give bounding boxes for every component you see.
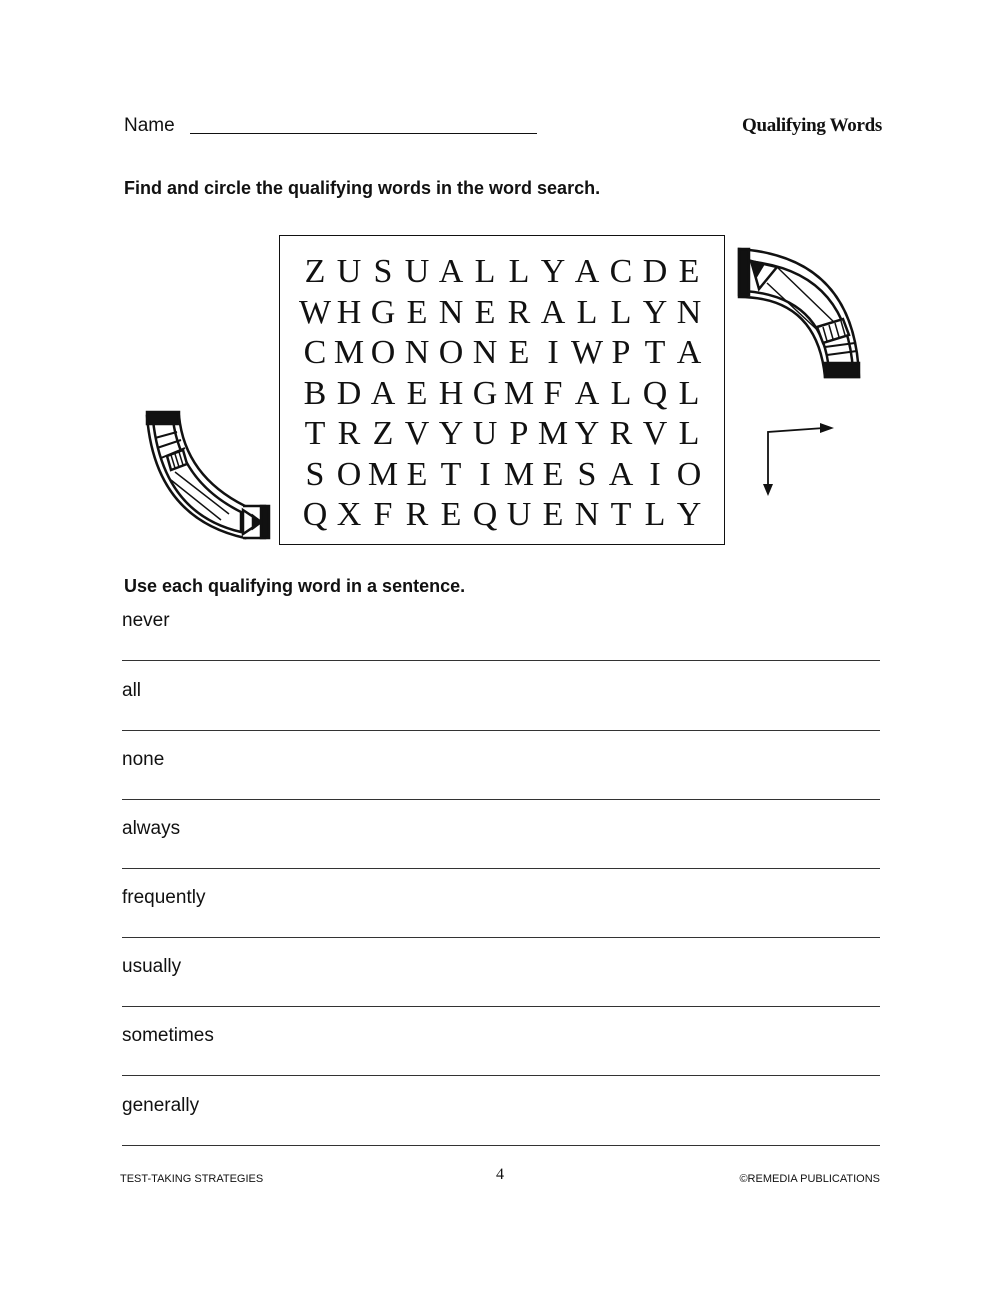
- grid-letter[interactable]: A: [608, 455, 634, 493]
- grid-letter[interactable]: A: [676, 334, 702, 372]
- sentence-item: [122, 818, 880, 840]
- grid-letter[interactable]: U: [404, 253, 430, 291]
- grid-letter[interactable]: N: [438, 293, 464, 331]
- grid-letter[interactable]: O: [438, 334, 464, 372]
- footer-publisher: ©REMEDIA PUBLICATIONS: [739, 1173, 880, 1185]
- qualifying-word-label: always: [122, 818, 181, 839]
- grid-letter[interactable]: D: [642, 253, 668, 291]
- sentence-instruction: Use each qualifying word in a sentence.: [124, 576, 466, 596]
- footer-series-title: TEST-TAKING STRATEGIES: [120, 1173, 264, 1185]
- grid-letter[interactable]: R: [609, 415, 633, 453]
- page-number: 4: [496, 1166, 504, 1183]
- grid-row: [298, 374, 706, 415]
- grid-letter[interactable]: H: [438, 374, 464, 412]
- grid-letter[interactable]: U: [506, 496, 532, 534]
- grid-letter[interactable]: C: [609, 253, 633, 291]
- grid-letter[interactable]: A: [574, 253, 600, 291]
- grid-letter[interactable]: Y: [574, 415, 600, 453]
- grid-letter[interactable]: M: [503, 455, 535, 493]
- word-search-grid[interactable]: [298, 252, 706, 536]
- grid-letter[interactable]: V: [642, 415, 668, 453]
- grid-letter[interactable]: H: [336, 293, 362, 331]
- word-search-puzzle: [279, 235, 725, 545]
- direction-arrows-icon: [758, 418, 838, 498]
- grid-letter[interactable]: R: [507, 293, 531, 331]
- grid-row: [298, 455, 706, 496]
- sentence-write-line[interactable]: [122, 937, 880, 938]
- sentence-item: [122, 610, 880, 632]
- sentence-item: [122, 1095, 880, 1117]
- page-title: Qualifying Words: [741, 115, 882, 136]
- grid-row: [298, 495, 706, 536]
- grid-letter[interactable]: P: [509, 415, 529, 453]
- grid-letter[interactable]: I: [649, 455, 661, 493]
- grid-letter[interactable]: V: [404, 415, 430, 453]
- grid-letter[interactable]: Y: [642, 293, 668, 331]
- grid-letter[interactable]: E: [406, 293, 428, 331]
- grid-letter[interactable]: W: [298, 293, 332, 331]
- curved-pencil-icon: [737, 247, 862, 379]
- qualifying-word-label: sometimes: [122, 1025, 214, 1046]
- name-write-line[interactable]: [190, 133, 537, 134]
- grid-row: [298, 252, 706, 293]
- word-search-instruction: Find and circle the qualifying words in the word search.: [124, 178, 601, 198]
- grid-letter[interactable]: S: [373, 253, 393, 291]
- qualifying-word-label: generally: [122, 1095, 200, 1116]
- grid-letter[interactable]: R: [337, 415, 361, 453]
- grid-letter[interactable]: E: [406, 455, 428, 493]
- grid-letter[interactable]: X: [336, 496, 362, 534]
- grid-letter[interactable]: L: [474, 253, 496, 291]
- qualifying-word-label: none: [122, 749, 165, 770]
- grid-letter[interactable]: G: [370, 293, 396, 331]
- grid-row: [298, 414, 706, 455]
- grid-letter[interactable]: A: [370, 374, 396, 412]
- grid-letter[interactable]: T: [304, 415, 326, 453]
- sentence-write-line[interactable]: [122, 799, 880, 800]
- grid-letter[interactable]: A: [540, 293, 566, 331]
- grid-letter[interactable]: M: [537, 415, 569, 453]
- sentence-write-line[interactable]: [122, 1145, 880, 1146]
- grid-letter[interactable]: E: [406, 374, 428, 412]
- grid-letter[interactable]: G: [472, 374, 498, 412]
- grid-letter[interactable]: O: [336, 455, 362, 493]
- grid-letter[interactable]: L: [610, 374, 632, 412]
- grid-letter[interactable]: U: [472, 415, 498, 453]
- grid-letter[interactable]: Y: [676, 496, 702, 534]
- grid-letter[interactable]: E: [440, 496, 462, 534]
- grid-letter[interactable]: L: [610, 293, 632, 331]
- sentence-item: [122, 1025, 880, 1047]
- grid-letter[interactable]: Y: [540, 253, 566, 291]
- sentence-item: [122, 680, 880, 702]
- grid-letter[interactable]: E: [678, 253, 700, 291]
- grid-letter[interactable]: Z: [372, 415, 394, 453]
- qualifying-word-label: frequently: [122, 887, 206, 908]
- grid-letter[interactable]: N: [574, 496, 600, 534]
- grid-letter[interactable]: L: [678, 415, 700, 453]
- grid-letter[interactable]: T: [440, 455, 462, 493]
- grid-letter[interactable]: F: [543, 374, 563, 412]
- grid-row: [298, 293, 706, 334]
- grid-letter[interactable]: I: [547, 334, 559, 372]
- grid-letter[interactable]: Q: [472, 496, 498, 534]
- grid-letter[interactable]: D: [336, 374, 362, 412]
- grid-letter[interactable]: A: [438, 253, 464, 291]
- qualifying-word-label: usually: [122, 956, 182, 977]
- qualifying-word-label: never: [122, 610, 170, 631]
- sentence-item: [122, 887, 880, 909]
- grid-letter[interactable]: N: [404, 334, 430, 372]
- grid-letter[interactable]: S: [577, 455, 597, 493]
- grid-letter[interactable]: T: [610, 496, 632, 534]
- grid-letter[interactable]: T: [644, 334, 666, 372]
- grid-letter[interactable]: L: [644, 496, 666, 534]
- grid-letter[interactable]: A: [574, 374, 600, 412]
- grid-letter[interactable]: O: [676, 455, 702, 493]
- sentence-write-line[interactable]: [122, 1006, 880, 1007]
- grid-letter[interactable]: I: [479, 455, 491, 493]
- grid-letter[interactable]: M: [503, 374, 535, 412]
- qualifying-word-label: all: [122, 680, 142, 701]
- grid-letter[interactable]: Q: [642, 374, 668, 412]
- grid-letter[interactable]: E: [542, 455, 564, 493]
- grid-letter[interactable]: Y: [438, 415, 464, 453]
- sentence-item: [122, 749, 880, 771]
- grid-letter[interactable]: W: [570, 334, 604, 372]
- grid-letter[interactable]: U: [336, 253, 362, 291]
- grid-letter[interactable]: S: [305, 455, 325, 493]
- sentence-item: [122, 956, 880, 978]
- grid-row: [298, 333, 706, 374]
- grid-letter[interactable]: L: [576, 293, 598, 331]
- sentence-write-line[interactable]: [122, 730, 880, 731]
- grid-letter[interactable]: Q: [302, 496, 328, 534]
- grid-letter[interactable]: C: [303, 334, 327, 372]
- grid-letter[interactable]: M: [367, 455, 399, 493]
- grid-letter[interactable]: N: [676, 293, 702, 331]
- grid-letter[interactable]: E: [508, 334, 530, 372]
- sentence-write-line[interactable]: [122, 868, 880, 869]
- sentence-write-line[interactable]: [122, 660, 880, 661]
- grid-letter[interactable]: B: [303, 374, 327, 412]
- grid-letter[interactable]: O: [370, 334, 396, 372]
- grid-letter[interactable]: F: [373, 496, 393, 534]
- grid-letter[interactable]: N: [472, 334, 498, 372]
- grid-letter[interactable]: M: [333, 334, 365, 372]
- sentence-write-line[interactable]: [122, 1075, 880, 1076]
- grid-letter[interactable]: E: [542, 496, 564, 534]
- grid-letter[interactable]: R: [405, 496, 429, 534]
- grid-letter[interactable]: E: [474, 293, 496, 331]
- grid-letter[interactable]: L: [508, 253, 530, 291]
- grid-letter[interactable]: L: [678, 374, 700, 412]
- name-label: Name: [124, 115, 175, 136]
- grid-letter[interactable]: Z: [304, 253, 326, 291]
- curved-pencil-icon: [145, 410, 271, 540]
- grid-letter[interactable]: P: [611, 334, 631, 372]
